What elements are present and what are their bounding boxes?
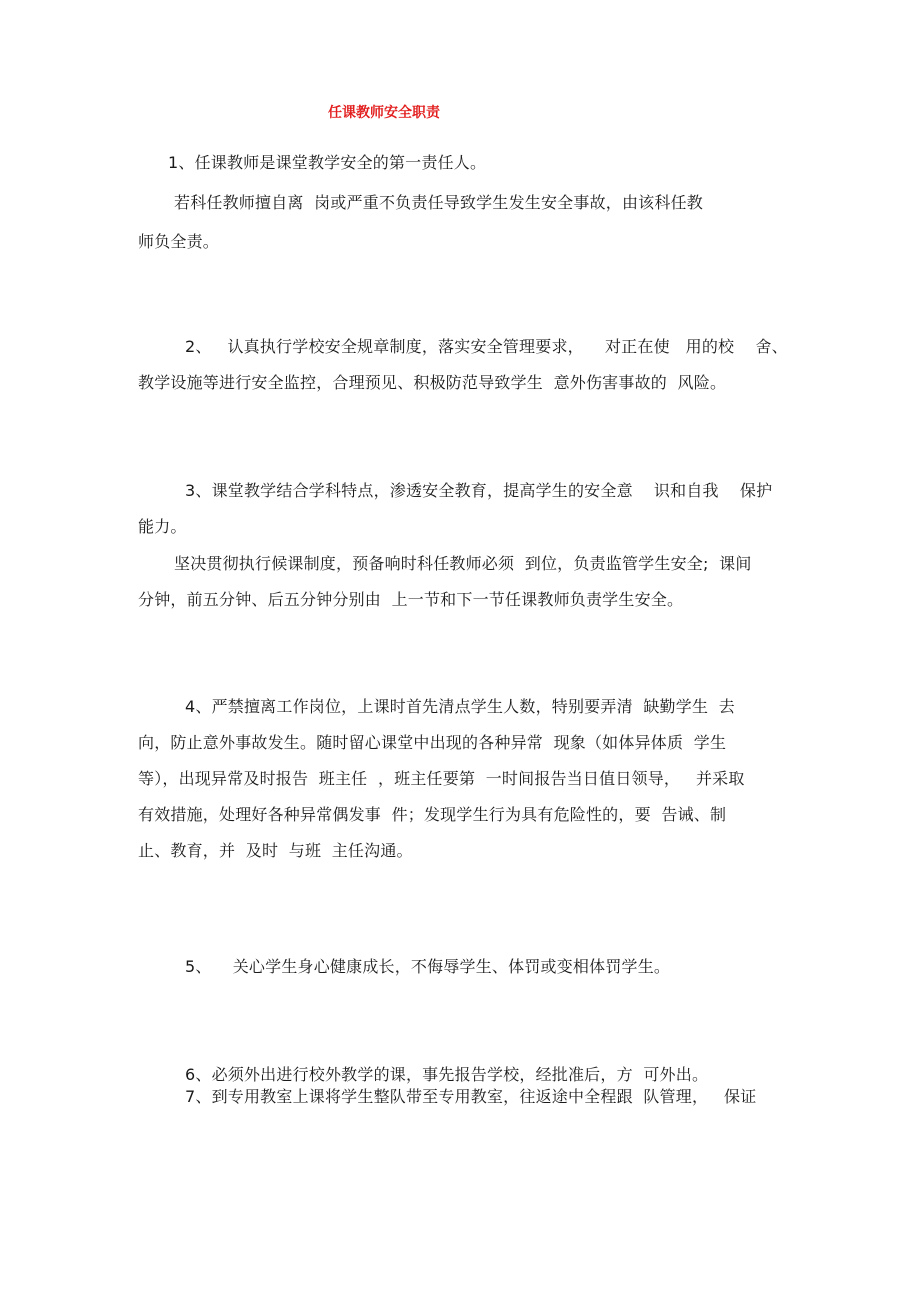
document-title: 任课教师安全职责 [328,105,440,121]
text-line: 5、 关心学生身心健康成长，不侮辱学生、体罚或变相体罚学生。 [185,957,671,976]
text-line: 有效措施，处理好各种异常偶发事 件；发现学生行为具有危险性的，要 告诫、制 [138,805,727,824]
text-line: 若科任教师擅自离 岗或严重不负责任导致学生发生安全事故，由该科任教 [174,193,703,212]
text-line: 师负全责。 [138,232,220,251]
text-line: 能力。 [138,517,187,536]
text-line: 教学设施等进行安全监控，合理预见、积极防范导致学生 意外伤害事故的 风险。 [138,373,727,392]
text-line: 4、严禁擅离工作岗位，上课时首先清点学生人数，特别要弄清 缺勤学生 去 [185,697,735,716]
text-line: 6、必须外出进行校外教学的课，事先报告学校，经批准后，方 可外出。 [185,1065,709,1084]
text-line: 坚决贯彻执行候课制度，预备响时科任教师必须 到位，负责监管学生安全; 课间 [174,554,752,573]
text-line: 2、 认真执行学校安全规章制度，落实安全管理要求， 对正在使 用的校 舍、 [185,337,788,356]
text-line: 止、教育，并 及时 与班 主任沟通。 [138,841,413,860]
text-line: 3、课堂教学结合学科特点，渗透安全教育，提高学生的安全意 识和自我 保护 [185,481,773,500]
text-line: 7、到专用教室上课将学生整队带至专用教室，往返途中全程跟 队管理， 保证 [185,1087,757,1106]
text-line: 向，防止意外事故发生。随时留心课堂中出现的各种异常 现象（如体异体质 学生 [138,733,727,752]
text-line: 1、任课教师是课堂教学安全的第一责任人。 [168,153,487,172]
text-line: 等），出现异常及时报告 班主任 ，班主任要第 一时间报告当日值日领导， 并采取 [138,769,745,788]
text-line: 分钟，前五分钟、后五分钟分别由 上一节和下一节任课教师负责学生安全。 [138,590,684,609]
